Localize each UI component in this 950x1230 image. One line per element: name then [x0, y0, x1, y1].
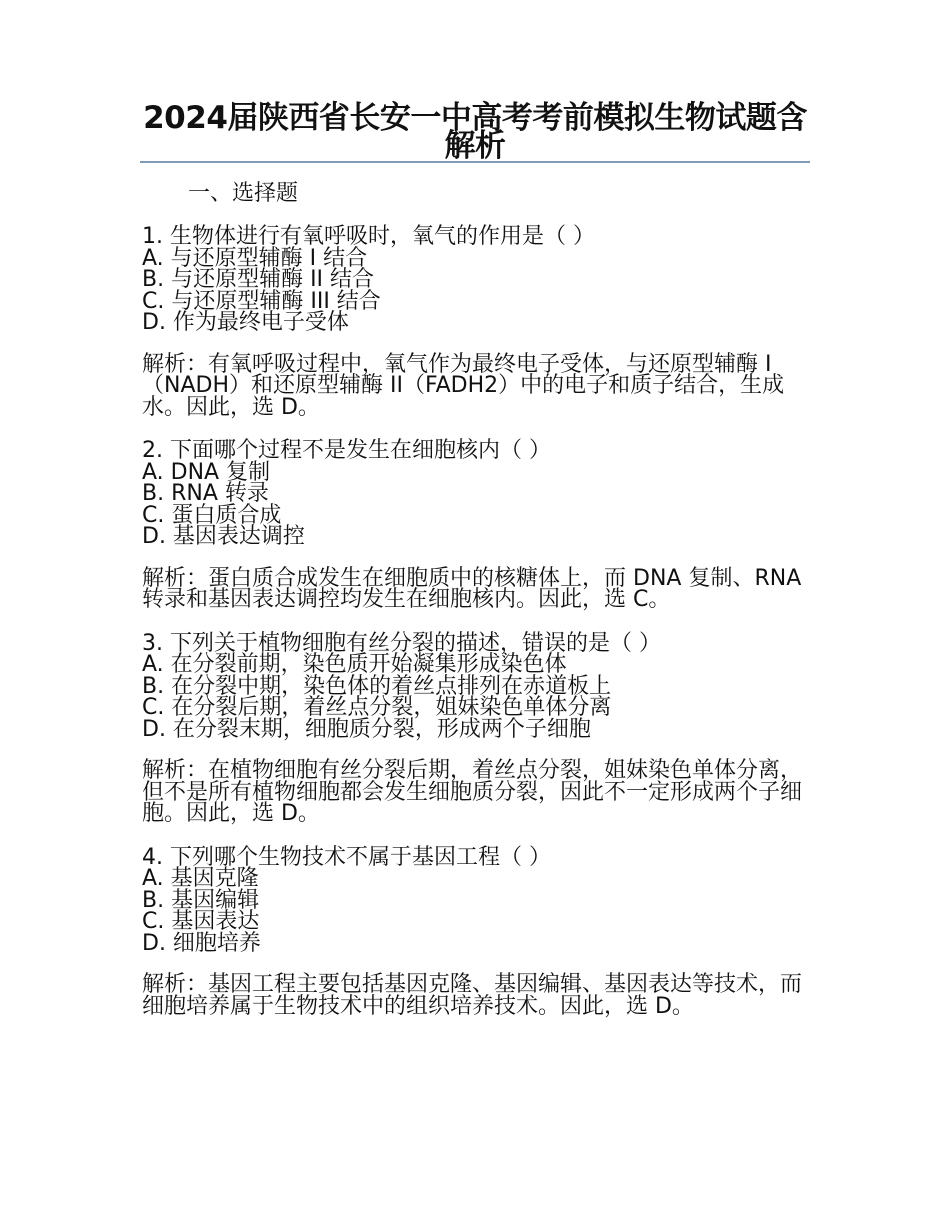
question-1-stem: 1. 生物体进行有氧呼吸时，氧气的作用是（ ） [142, 224, 595, 249]
question-4 [142, 844, 812, 1019]
section-heading: 一、选择题 [188, 181, 299, 206]
analysis-label: 解析： [142, 351, 209, 377]
question-1-option-a: A. 与还原型辅酶 I 结合 [142, 245, 368, 271]
question-3-option-a: A. 在分裂前期，染色质开始凝集形成染色体 [142, 652, 567, 677]
question-3-stem: 3. 下列关于植物细胞有丝分裂的描述，错误的是（ ） [142, 630, 661, 656]
question-2-option-a: A. DNA 复制 [142, 459, 271, 485]
question-4-analysis [142, 974, 812, 1017]
question-1-option-d: D. 作为最终电子受体 [142, 310, 349, 335]
question-1-option-b: B. 与还原型辅酶 II 结合 [142, 267, 375, 292]
question-2-option-d: D. 基因表达调控 [142, 524, 305, 549]
question-3-analysis [142, 760, 812, 825]
analysis-label: 解析： [142, 972, 209, 997]
question-2-option-c: C. 蛋白质合成 [142, 502, 282, 528]
question-3-option-c: C. 在分裂后期，着丝点分裂，姐妹染色单体分离 [142, 695, 612, 720]
analysis-text: 在植物细胞有丝分裂后期，着丝点分裂，姐妹染色单体分离，但不是所有植物细胞都会发生细胞质分裂，因此不一定形成两个子细胞。因此，选 D。 [142, 758, 803, 826]
question-4-option-a: A. 基因克隆 [142, 866, 259, 891]
analysis-text: 基因工程主要包括基因克隆、基因编辑、基因表达等技术，而细胞培养属于生物技术中的组织培养技术。因此，选 D。 [142, 972, 803, 1019]
question-1 [142, 226, 812, 418]
analysis-label: 解析： [142, 565, 209, 591]
analysis-text: 蛋白质合成发生在细胞质中的核糖体上，而 DNA 复制、RNA 转录和基因表达调控均发生在细胞核内。因此，选 C。 [142, 565, 802, 612]
question-2-stem: 2. 下面哪个过程不是发生在细胞核内（ ） [142, 438, 551, 463]
analysis-text: 有氧呼吸过程中，氧气作为最终电子受体，与还原型辅酶 I（NADH）和还原型辅酶 II（FADH2）中的电子和质子结合，生成水。因此，选 D。 [142, 351, 785, 420]
question-4-option-c: C. 基因表达 [142, 909, 260, 934]
title-underline-divider [140, 161, 810, 163]
question-4-stem: 4. 下列哪个生物技术不属于基因工程（ ） [142, 844, 551, 870]
question-4-option-d: D. 细胞培养 [142, 930, 261, 956]
question-2-option-b: B. RNA 转录 [142, 481, 269, 506]
question-1-analysis [142, 351, 812, 420]
question-2-analysis [142, 565, 812, 612]
analysis-label: 解析： [142, 758, 209, 783]
question-4-option-b: B. 基因编辑 [142, 887, 260, 913]
question-list [142, 226, 812, 1039]
question-3-option-b: B. 在分裂中期，染色体的着丝点排列在赤道板上 [142, 673, 612, 699]
question-3-option-d: D. 在分裂末期，细胞质分裂，形成两个子细胞 [142, 716, 591, 742]
document-title: 2024届陕西省长安一中高考考前模拟生物试题含解析 [143, 100, 807, 164]
question-3 [142, 630, 812, 826]
question-1-option-c: C. 与还原型辅酶 III 结合 [142, 288, 381, 314]
question-2 [142, 440, 812, 611]
